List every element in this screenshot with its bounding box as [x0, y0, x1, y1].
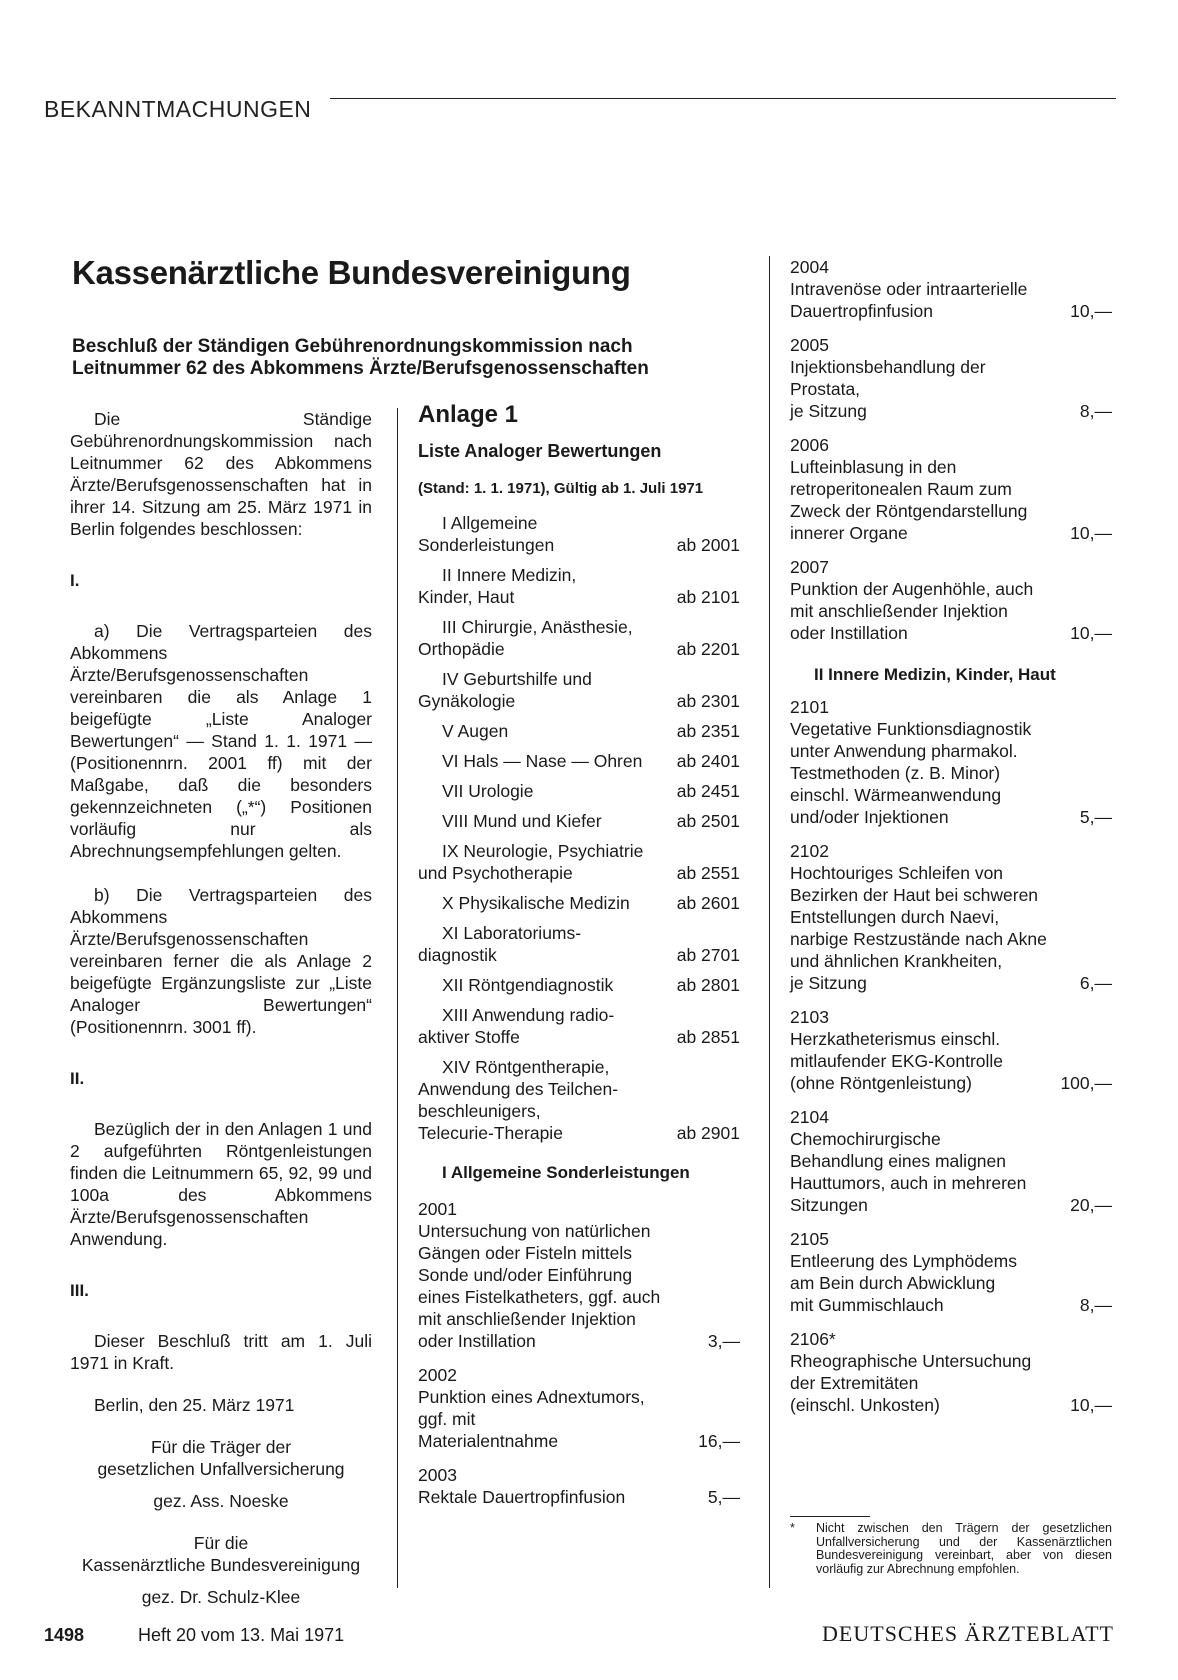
fee-item-line	[790, 1172, 1112, 1194]
contents-entry	[418, 668, 740, 712]
column-divider-left	[397, 408, 398, 1588]
fee-item-line	[790, 300, 1112, 322]
paragraph-2: Bezüglich der in den Anlagen 1 und 2 aufgeführten Röntgenleistungen finden die Leitnummern 65, 92, 99 und 100a des Abkommens Ärzte/Berufsgenossenschaften Anwendung.	[70, 1119, 372, 1249]
contents-entry-line	[418, 1056, 740, 1078]
fee-item-code: 2005	[790, 335, 829, 355]
fee-item-line	[790, 718, 1112, 740]
fee-item-text: (einschl. Unkosten)	[790, 1395, 940, 1415]
fee-item	[790, 1328, 1112, 1416]
fee-item-line	[790, 378, 1112, 400]
section-i-heading: I Allgemeine Sonderleistungen	[442, 1163, 690, 1182]
fee-item-line	[790, 928, 1112, 950]
paragraph-b: b) Die Vertragsparteien des Abkommens Ärzte/Berufsgenossenschaften vereinbaren ferner die als Anlage 2 beigefügte Ergänzungsliste zur „Liste Analoger Bewertungen“ (Positionennrn. 3001 ff).	[70, 885, 372, 1037]
anlage-validity: (Stand: 1. 1. 1971), Gültig ab 1. Juli 1971	[418, 480, 704, 497]
fee-item	[418, 1198, 740, 1352]
fee-item-line	[790, 622, 1112, 644]
fee-item	[418, 1364, 740, 1452]
contents-entry-line	[418, 564, 740, 586]
fee-item-line	[790, 1350, 1112, 1372]
contents-entry	[418, 750, 740, 772]
fee-item-line	[790, 1394, 1112, 1416]
contents-entry-position: ab 2301	[676, 691, 740, 711]
contents-entry-position: ab 2201	[676, 639, 740, 659]
section-heading-3: III.	[70, 1281, 89, 1300]
fee-item-code: 2003	[418, 1465, 457, 1485]
fee-item-line	[790, 456, 1112, 478]
contents-entry-line	[418, 720, 740, 742]
fee-item-line	[790, 356, 1112, 378]
resolution-heading-line-2: Leitnummer 62 des Abkommens Ärzte/Berufsgenossenschaften	[72, 358, 649, 379]
contents-entry-line	[418, 534, 740, 556]
fee-item-price: 5,—	[707, 1487, 740, 1507]
signatory-1-name: gez. Ass. Noeske	[153, 1491, 289, 1511]
fee-item-line	[790, 884, 1112, 906]
fee-item-text: und/oder Injektionen	[790, 807, 949, 827]
contents-entry-position: ab 2101	[676, 587, 740, 607]
contents-entry-text: III Chirurgie, Anästhesie,	[442, 617, 633, 637]
contents-entry-line	[418, 1078, 740, 1100]
signatory-2-name: gez. Dr. Schulz-Klee	[141, 1587, 301, 1607]
contents-entry-line	[418, 512, 740, 534]
contents-entry-line	[418, 750, 740, 772]
fee-item-code: 2002	[418, 1365, 457, 1385]
fee-item-line	[418, 1486, 740, 1508]
contents-entry-text: II Innere Medizin,	[442, 565, 577, 585]
section-ii-heading: II Innere Medizin, Kinder, Haut	[814, 665, 1056, 684]
contents-entry-line	[418, 974, 740, 996]
fee-item-price: 8,—	[1079, 401, 1112, 421]
fee-item-text: Intravenöse oder intraarterielle	[790, 279, 1028, 299]
fee-item-text: Punktion eines Adnextumors,	[418, 1387, 645, 1407]
fee-item-text: Behandlung eines malignen	[790, 1151, 1006, 1171]
fee-item-line	[790, 400, 1112, 422]
fee-item-code: 2101	[790, 697, 829, 717]
fee-item	[790, 696, 1112, 828]
fee-item-line	[790, 1050, 1112, 1072]
contents-entry-line	[418, 1004, 740, 1026]
fee-items-list	[418, 1198, 740, 1508]
footnote	[790, 1522, 1112, 1576]
place-date: Berlin, den 25. März 1971	[94, 1395, 295, 1415]
fee-item-price: 16,—	[698, 1431, 740, 1451]
fee-item-text: Punktion der Augenhöhle, auch	[790, 579, 1034, 599]
fee-item-text: eines Fistelkatheters, ggf. auch	[418, 1287, 661, 1307]
anlage-contents-list	[418, 512, 740, 1144]
fee-item-line	[790, 740, 1112, 762]
fee-item-text: Lufteinblasung in den	[790, 457, 957, 477]
fee-item-code: 2007	[790, 557, 829, 577]
contents-entry-text: I Allgemeine	[442, 513, 538, 533]
fee-item-price: 10,—	[1070, 1395, 1112, 1415]
fee-item-text: je Sitzung	[790, 401, 867, 421]
fee-item-text: Untersuchung von natürlichen	[418, 1221, 651, 1241]
contents-entry-text: beschleunigers,	[418, 1101, 541, 1121]
fee-item-text: einschl. Wärmeanwendung	[790, 785, 1002, 805]
fee-item-price: 10,—	[1070, 301, 1112, 321]
fee-item-price: 6,—	[1079, 973, 1112, 993]
contents-entry-position: ab 2351	[676, 721, 740, 741]
resolution-text-column	[70, 408, 372, 1608]
contents-entry-position: ab 2501	[676, 811, 740, 831]
footnote-text: Nicht zwischen den Trägern der gesetzlichen Unfallversicherung und der Kassenärztlichen Bundesvereinigung vereinbart, aber von diesen vorläufig zur Abrechnung empfohlen.	[816, 1521, 1112, 1576]
fee-item-text: mit anschließender Injektion	[790, 601, 1008, 621]
fee-item-price: 3,—	[707, 1331, 740, 1351]
fee-item-text: Sitzungen	[790, 1195, 868, 1215]
fee-item-text: Hochtouriges Schleifen von	[790, 863, 1004, 883]
contents-entry-position: ab 2901	[676, 1123, 740, 1143]
fee-item	[790, 1106, 1112, 1216]
header-rule	[330, 98, 1116, 99]
contents-entry-line	[418, 690, 740, 712]
anlage-column	[418, 401, 740, 1520]
contents-entry-text: Anwendung des Teilchen-	[418, 1079, 619, 1099]
fee-item-line	[790, 906, 1112, 928]
fee-item	[790, 1006, 1112, 1094]
contents-entry-text: VI Hals — Nase — Ohren	[442, 751, 643, 771]
contents-entry-position: ab 2401	[676, 751, 740, 771]
fee-item-line	[790, 1294, 1112, 1316]
contents-entry-line	[418, 616, 740, 638]
section-heading-1: I.	[70, 571, 80, 590]
fee-item	[418, 1464, 740, 1508]
fee-item-text: und ähnlichen Krankheiten,	[790, 951, 1003, 971]
fee-item-text: Injektionsbehandlung der	[790, 357, 986, 377]
contents-entry-text: XIII Anwendung radio-	[442, 1005, 615, 1025]
paragraph-3: Dieser Beschluß tritt am 1. Juli 1971 in Kraft.	[70, 1331, 372, 1373]
fee-item-line	[418, 1264, 740, 1286]
fee-item	[790, 256, 1112, 322]
fee-item-text: Dauertropfinfusion	[790, 301, 933, 321]
fee-item-line	[790, 1272, 1112, 1294]
fee-item-text: unter Anwendung pharmakol.	[790, 741, 1018, 761]
fee-item-text: Herzkatheterismus einschl.	[790, 1029, 1001, 1049]
contents-entry-text: VII Urologie	[442, 781, 534, 801]
fee-item	[790, 840, 1112, 994]
fee-item-line	[418, 1308, 740, 1330]
fee-item-line	[790, 1150, 1112, 1172]
fee-item-text: Chemochirurgische	[790, 1129, 941, 1149]
contents-entry-line	[418, 1026, 740, 1048]
contents-entry-position: ab 2701	[676, 945, 740, 965]
contents-entry-text: X Physikalische Medizin	[442, 893, 630, 913]
contents-entry-line	[418, 780, 740, 802]
contents-entry	[418, 512, 740, 556]
resolution-heading	[72, 336, 712, 380]
contents-entry-text: V Augen	[442, 721, 509, 741]
fee-item-code: 2006	[790, 435, 829, 455]
fee-item-text: oder Instillation	[418, 1331, 536, 1351]
contents-entry-text: Orthopädie	[418, 639, 505, 659]
contents-entry	[418, 810, 740, 832]
fee-item-text: (ohne Röntgenleistung)	[790, 1073, 972, 1093]
fee-item-line	[790, 784, 1112, 806]
fee-item-line	[418, 1430, 740, 1452]
fee-item-text: innerer Organe	[790, 523, 908, 543]
contents-entry-position: ab 2551	[676, 863, 740, 883]
contents-entry-text: XII Röntgendiagnostik	[442, 975, 614, 995]
fee-item-code: 2001	[418, 1199, 457, 1219]
contents-entry-position: ab 2001	[676, 535, 740, 555]
page-title: Kassenärztliche Bundesvereinigung	[72, 254, 631, 291]
contents-entry-text: und Psychotherapie	[418, 863, 573, 883]
contents-entry-line	[418, 862, 740, 884]
fee-item-price: 10,—	[1070, 623, 1112, 643]
fee-item-code: 2004	[790, 257, 829, 277]
fee-item-line	[790, 1128, 1112, 1150]
fee-item-line	[790, 522, 1112, 544]
section-label: BEKANNTMACHUNGEN	[44, 96, 312, 122]
fee-item-line	[790, 972, 1112, 994]
contents-entry-line	[418, 922, 740, 944]
fee-item-text: am Bein durch Abwicklung	[790, 1273, 996, 1293]
signatory-1-line-1: Für die Träger der	[150, 1437, 292, 1457]
fee-item-line	[790, 600, 1112, 622]
fee-item-line	[790, 1072, 1112, 1094]
contents-entry-line	[418, 892, 740, 914]
intro-paragraph: Die Ständige Gebührenordnungskommission nach Leitnummer 62 des Abkommens Ärzte/Berufsgenossenschaften hat in ihrer 14. Sitzung am 25. März 1971 in Berlin folgendes beschlossen:	[70, 409, 372, 539]
contents-entry-text: XI Laboratoriums-	[442, 923, 582, 943]
fee-item-line	[418, 1408, 740, 1430]
contents-entry-text: diagnostik	[418, 945, 497, 965]
signatory-1-line-2: gesetzlichen Unfallversicherung	[97, 1459, 345, 1479]
footnote-mark: *	[790, 1521, 795, 1535]
paragraph-a: a) Die Vertragsparteien des Abkommens Ärzte/Berufsgenossenschaften vereinbaren die als Anlage 1 beigefügte „Liste Analoger Bewertungen“ — Stand 1. 1. 1971 — (Positionennrn. 2001 ff) mit der Maßgabe, daß die besonders gekennzeichneten („*“) Positionen vorläufig nur als Abrechnungsempfehlungen gelten.	[70, 621, 372, 861]
contents-entry	[418, 1004, 740, 1048]
fee-item-price: 8,—	[1079, 1295, 1112, 1315]
fee-item-line	[418, 1220, 740, 1242]
fee-item-text: oder Instillation	[790, 623, 908, 643]
section-heading-2: II.	[70, 1069, 85, 1088]
contents-entry	[418, 564, 740, 608]
fee-item-line	[790, 806, 1112, 828]
fee-item-code: 2104	[790, 1107, 829, 1127]
fee-item-text: mit Gummischlauch	[790, 1295, 944, 1315]
anlage-subtitle: Liste Analoger Bewertungen	[418, 441, 662, 461]
resolution-heading-line-1: Beschluß der Ständigen Gebührenordnungskommission nach	[72, 336, 633, 357]
fee-item-line	[418, 1286, 740, 1308]
fee-item-line	[418, 1386, 740, 1408]
fee-items-list	[790, 256, 1112, 644]
fee-item-text: mit anschließender Injektion	[418, 1309, 636, 1329]
fee-item	[790, 334, 1112, 422]
contents-entry	[418, 720, 740, 742]
fee-item-line	[790, 578, 1112, 600]
fee-item-line	[790, 478, 1112, 500]
fee-item-text: Zweck der Röntgendarstellung	[790, 501, 1028, 521]
signatory-2-line-2: Kassenärztliche Bundesvereinigung	[81, 1555, 361, 1575]
fee-item-price: 100,—	[1060, 1073, 1112, 1093]
fee-item-text: Sonde und/oder Einführung	[418, 1265, 633, 1285]
contents-entry-text: Gynäkologie	[418, 691, 516, 711]
fee-item-text: retroperitonealen Raum zum	[790, 479, 1012, 499]
fee-item-text: Rheographische Untersuchung	[790, 1351, 1032, 1371]
column-divider-right	[769, 256, 770, 1588]
contents-entry-text: VIII Mund und Kiefer	[442, 811, 602, 831]
fee-item-line	[790, 1372, 1112, 1394]
fee-item-code: 2102	[790, 841, 829, 861]
fee-item-text: je Sitzung	[790, 973, 867, 993]
fee-item-line	[790, 762, 1112, 784]
journal-name: DEUTSCHES ÄRZTEBLATT	[822, 1621, 1114, 1646]
signatory-2-line-1: Für die	[193, 1533, 249, 1553]
contents-entry	[418, 1056, 740, 1144]
contents-entry	[418, 616, 740, 660]
contents-entry-text: aktiver Stoffe	[418, 1027, 520, 1047]
contents-entry-line	[418, 638, 740, 660]
fee-item-text: Materialentnahme	[418, 1431, 559, 1451]
fee-item-text: Entleerung des Lymphödems	[790, 1251, 1017, 1271]
fee-items-list	[790, 696, 1112, 1416]
fee-item-text: Gängen oder Fisteln mittels	[418, 1243, 632, 1263]
contents-entry-text: Telecurie-Therapie	[418, 1123, 563, 1143]
fee-item-text: Testmethoden (z. B. Minor)	[790, 763, 1001, 783]
contents-entry-text: Kinder, Haut	[418, 587, 515, 607]
fee-item-code: 2103	[790, 1007, 829, 1027]
fee-item-line	[790, 1194, 1112, 1216]
contents-entry-text: Sonderleistungen	[418, 535, 555, 555]
contents-entry-line	[418, 944, 740, 966]
contents-entry	[418, 780, 740, 802]
fee-item-price: 10,—	[1070, 523, 1112, 543]
fee-item	[790, 1228, 1112, 1316]
fee-item-line	[790, 862, 1112, 884]
fee-item-text: Prostata,	[790, 379, 861, 399]
contents-entry-position: ab 2801	[676, 975, 740, 995]
contents-entry	[418, 840, 740, 884]
fee-item-text: Entstellungen durch Naevi,	[790, 907, 1000, 927]
contents-entry	[418, 974, 740, 996]
contents-entry-text: IX Neurologie, Psychiatrie	[442, 841, 644, 861]
fee-item-line	[418, 1242, 740, 1264]
fee-item-line	[790, 950, 1112, 972]
fee-item-code: 2106*	[790, 1329, 836, 1349]
fee-item-line	[790, 500, 1112, 522]
fee-item-text: Hauttumors, auch in mehreren	[790, 1173, 1027, 1193]
fee-item-text: narbige Restzustände nach Akne	[790, 929, 1047, 949]
contents-entry-position: ab 2451	[676, 781, 740, 801]
footnote-rule	[790, 1516, 870, 1517]
contents-entry-line	[418, 1100, 740, 1122]
fee-item-price: 5,—	[1079, 807, 1112, 827]
contents-entry-text: XIV Röntgentherapie,	[442, 1057, 610, 1077]
fee-item-line	[790, 1028, 1112, 1050]
fee-item-text: Rektale Dauertropfinfusion	[418, 1487, 626, 1507]
fee-items-column	[790, 256, 1112, 1428]
fee-item	[790, 434, 1112, 544]
contents-entry-text: IV Geburtshilfe und	[442, 669, 592, 689]
page-number: 1498	[44, 1625, 85, 1645]
fee-item-line	[790, 278, 1112, 300]
fee-item-text: Vegetative Funktionsdiagnostik	[790, 719, 1032, 739]
fee-item-text: Bezirken der Haut bei schweren	[790, 885, 1039, 905]
fee-item-text: ggf. mit	[418, 1409, 476, 1429]
fee-item-text: der Extremitäten	[790, 1373, 919, 1393]
contents-entry-line	[418, 668, 740, 690]
contents-entry	[418, 922, 740, 966]
fee-item-price: 20,—	[1070, 1195, 1112, 1215]
contents-entry-line	[418, 1122, 740, 1144]
anlage-title: Anlage 1	[418, 401, 519, 428]
contents-entry-line	[418, 840, 740, 862]
fee-item-line	[790, 1250, 1112, 1272]
fee-item-code: 2105	[790, 1229, 829, 1249]
fee-item-line	[418, 1330, 740, 1352]
contents-entry	[418, 892, 740, 914]
issue-info: Heft 20 vom 13. Mai 1971	[138, 1625, 345, 1645]
contents-entry-position: ab 2851	[676, 1027, 740, 1047]
contents-entry-line	[418, 586, 740, 608]
fee-item	[790, 556, 1112, 644]
fee-item-text: mitlaufender EKG-Kontrolle	[790, 1051, 1004, 1071]
contents-entry-position: ab 2601	[676, 893, 740, 913]
contents-entry-line	[418, 810, 740, 832]
